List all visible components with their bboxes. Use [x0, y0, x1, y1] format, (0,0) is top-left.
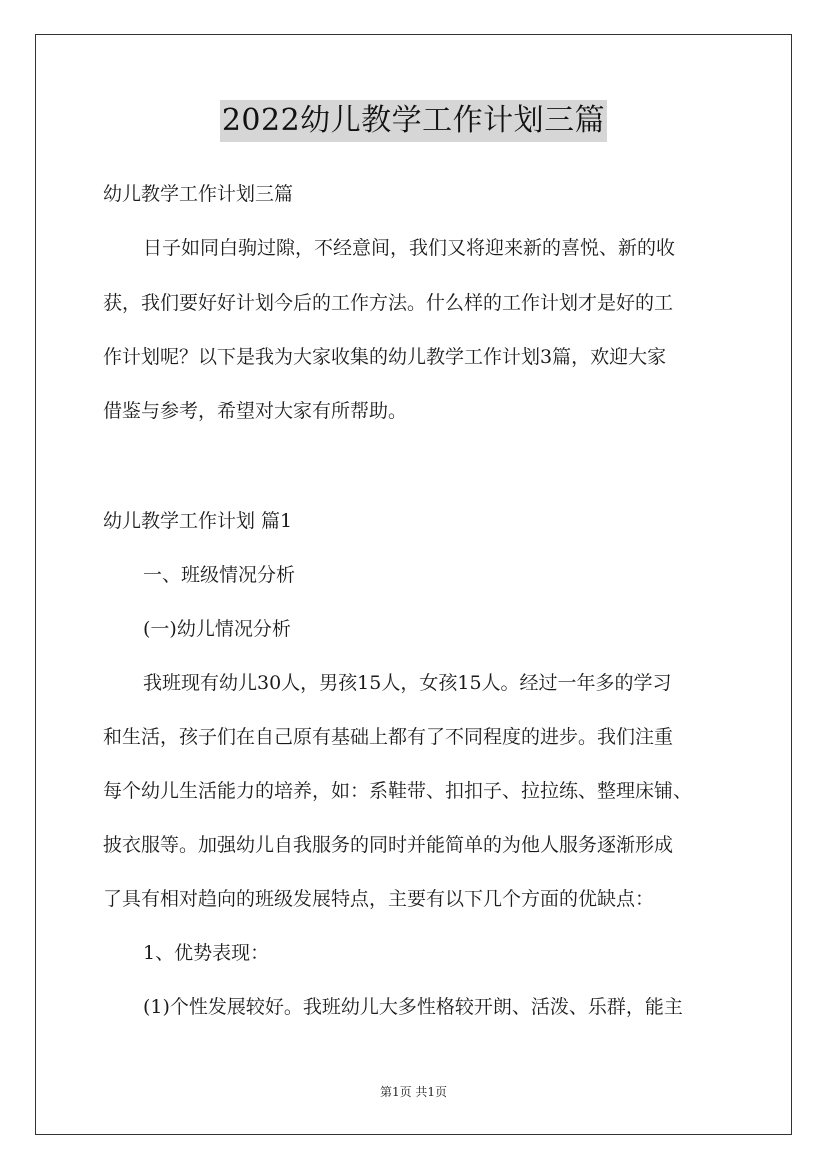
page-footer: 第1页 共1页	[379, 1085, 448, 1099]
subtitle: 幼儿教学工作计划三篇	[103, 183, 294, 205]
heading-child-analysis: (一)幼儿情况分析	[143, 618, 291, 640]
intro-line: 获，我们要好好计划今后的工作方法。什么样的工作计划才是好的工	[103, 292, 674, 314]
heading-class-analysis: 一、班级情况分析	[143, 564, 296, 586]
section-heading: 幼儿教学工作计划 篇1	[103, 510, 293, 532]
document-title: 2022幼儿教学工作计划三篇	[220, 100, 607, 142]
intro-line: 日子如同白驹过隙，不经意间，我们又将迎来新的喜悦、新的收	[143, 237, 676, 259]
paragraph-line: 和生活，孩子们在自己原有基础上都有了不同程度的进步。我们注重	[103, 726, 674, 748]
paragraph-line: 我班现有幼儿30人，男孩15人，女孩15人。经过一年多的学习	[143, 672, 672, 694]
heading-advantages: 1、优势表现：	[143, 942, 270, 964]
intro-line: 作计划呢？以下是我为大家收集的幼儿教学工作计划3篇，欢迎大家	[103, 346, 667, 368]
paragraph-line: 每个幼儿生活能力的培养，如：系鞋带、扣扣子、拉拉练、整理床铺、	[103, 780, 693, 802]
paragraph-line: (1)个性发展较好。我班幼儿大多性格较开朗、活泼、乐群，能主	[143, 996, 683, 1018]
intro-line: 借鉴与参考，希望对大家有所帮助。	[103, 400, 408, 422]
paragraph-line: 了具有相对趋向的班级发展特点，主要有以下几个方面的优缺点：	[103, 888, 655, 910]
paragraph-line: 披衣服等。加强幼儿自我服务的同时并能简单的为他人服务逐渐形成	[103, 834, 674, 856]
